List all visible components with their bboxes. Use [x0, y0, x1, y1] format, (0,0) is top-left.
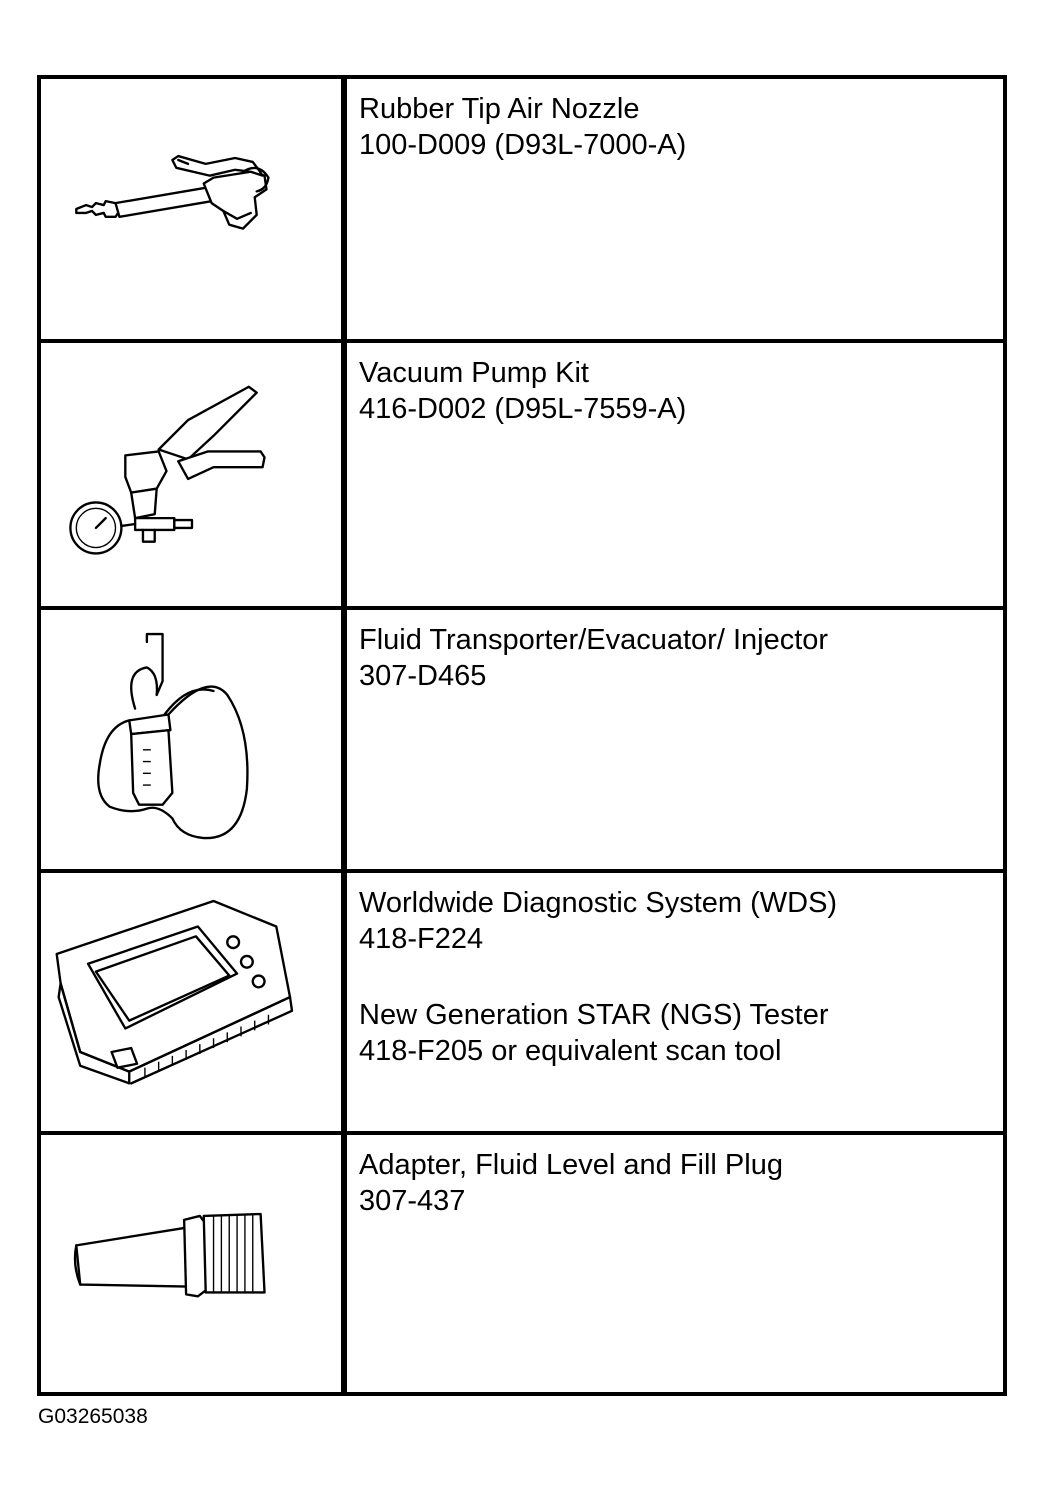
tool-row: [41, 610, 1003, 873]
tool-image-cell: [41, 343, 347, 606]
tool-part-number: 100-D009 (D93L-7000-A): [359, 129, 687, 161]
tool-name: Vacuum Pump Kit: [359, 357, 589, 389]
tool-description: [359, 885, 993, 1069]
tool-row: [41, 79, 1003, 343]
tool-image-cell: [41, 79, 347, 339]
tool-name: Fluid Transporter/Evacuator/ Injector: [359, 624, 829, 656]
vacuum-pump-icon: [41, 343, 341, 606]
tool-name: Adapter, Fluid Level and Fill Plug: [359, 1149, 783, 1181]
tool-name: Rubber Tip Air Nozzle: [359, 93, 640, 125]
tool-row: [41, 343, 1003, 610]
tool-name: Worldwide Diagnostic System (WDS): [359, 887, 838, 919]
tool-row: [41, 873, 1003, 1135]
tool-description: [359, 1147, 993, 1219]
tool-image-cell: [41, 610, 347, 869]
tool-description: [359, 355, 993, 427]
tool-part-number: 418-F224: [359, 923, 484, 955]
tool-part-number: 307-D465: [359, 660, 487, 692]
fill-plug-adapter-icon: [41, 1135, 341, 1392]
alt-tool-name: New Generation STAR (NGS) Tester: [359, 999, 829, 1031]
fluid-evacuator-icon: [41, 610, 341, 869]
tool-part-number: 416-D002 (D95L-7559-A): [359, 393, 687, 425]
tool-image-cell: [41, 873, 347, 1131]
diagnostic-tester-icon: [41, 873, 341, 1131]
air-nozzle-icon: [41, 79, 341, 339]
figure-id: G03265038: [38, 1405, 148, 1428]
alt-tool-part-number: 418-F205 or equivalent scan tool: [359, 1035, 782, 1067]
tool-image-cell: [41, 1135, 347, 1392]
tool-description: [359, 622, 993, 694]
tool-part-number: 307-437: [359, 1185, 466, 1217]
tool-description: [359, 91, 993, 163]
tool-row: [41, 1135, 1003, 1392]
special-tools-table: [37, 75, 1007, 1396]
